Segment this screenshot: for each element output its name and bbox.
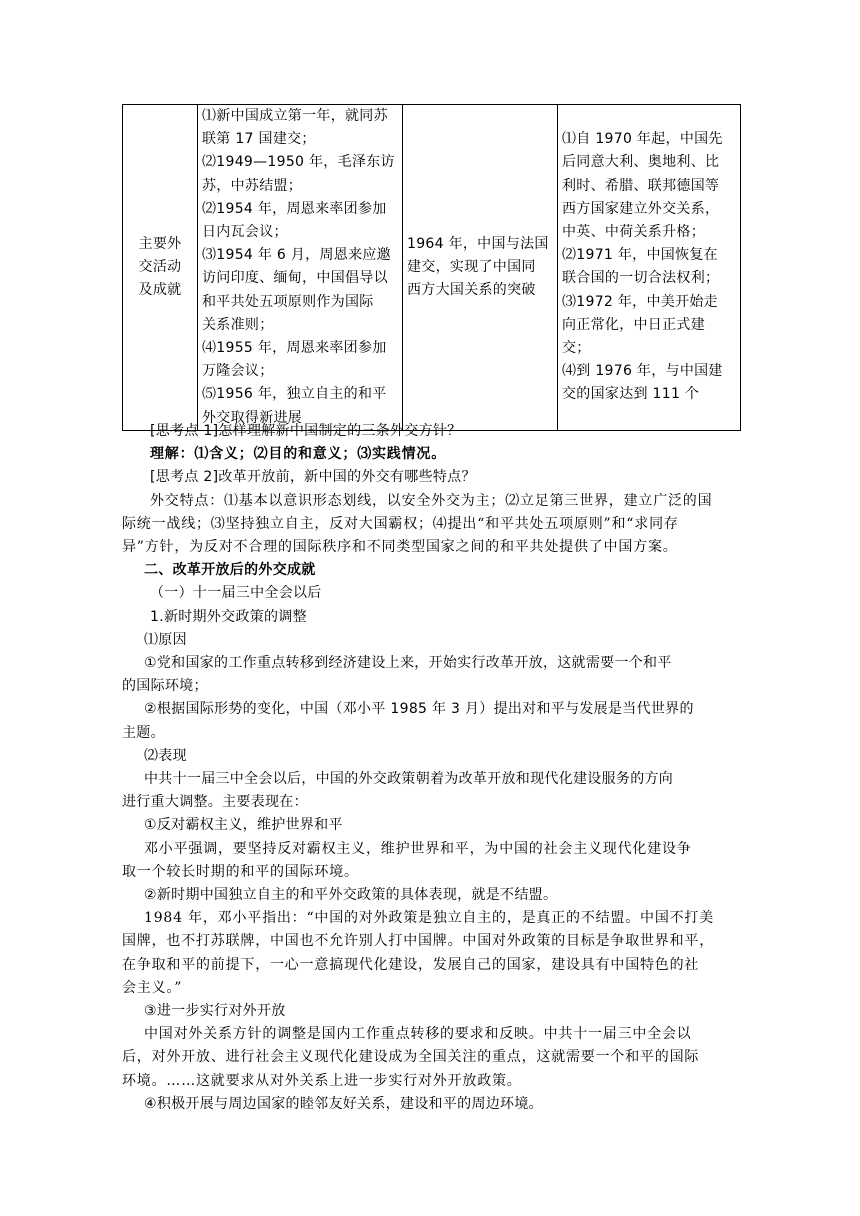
point-1-line: 邓小平强调，要坚持反对霸权主义，维护世界和平，为中国的社会主义现代化建设争 bbox=[144, 840, 692, 857]
section-heading: 二、改革开放后的外交成就 bbox=[144, 562, 316, 579]
cell-line: 西方大国关系的突破 bbox=[407, 282, 536, 299]
point-2-title: ②新时期中国独立自主的和平外交政策的具体表现，就是不结盟。 bbox=[144, 887, 558, 904]
cell-line: 访问印度、缅甸，中国倡导以 bbox=[202, 270, 388, 287]
row-label-line: 交活动 bbox=[138, 258, 182, 275]
cell-line: 建交，实现了中国同 bbox=[407, 258, 536, 275]
cell-line: 向正常化，中日正式建 bbox=[562, 316, 705, 333]
founding-era-cell bbox=[198, 105, 403, 431]
performance-line: 进行重大调整。主要表现在： bbox=[122, 794, 308, 811]
reason-line: 主题。 bbox=[122, 724, 165, 741]
point-1-title: ①反对霸权主义，维护世界和平 bbox=[144, 817, 343, 834]
cell-line: 联第 17 国建交； bbox=[202, 131, 316, 148]
table-row bbox=[123, 105, 741, 431]
cell-line: ⑵1971 年，中国恢复在 bbox=[562, 247, 718, 264]
point-3-line: 后，对外开放、进行社会主义现代化建设成为全国关注的重点，这就需要一个和平的国际 bbox=[122, 1049, 700, 1066]
point-2-line: 在争取和平的前提下，一心一意搞现代化建设，发展自己的国家，建设具有中国特色的社 bbox=[122, 956, 700, 973]
row-label-cell bbox=[123, 105, 198, 431]
point-1-line: 取一个较长时期的和平的国际环境。 bbox=[122, 863, 359, 880]
performance-heading: ⑵表现 bbox=[144, 747, 187, 764]
point-4-title: ④积极开展与周边国家的睦邻友好关系，建设和平的周边环境。 bbox=[144, 1095, 543, 1112]
think-point-1-answer: 理解：⑴含义；⑵目的和意义；⑶实践情况。 bbox=[150, 446, 446, 463]
cell-line: ⑷到 1976 年，与中国建 bbox=[562, 363, 723, 380]
point-3-line: 中国对外关系方针的调整是国内工作重点转移的要求和反映。中共十一届三中全会以 bbox=[144, 1026, 692, 1043]
think-point-1: [思考点 1]怎样理解新中国制定的三条外交方针？ bbox=[150, 423, 462, 439]
seventies-cell bbox=[558, 105, 741, 431]
cell-line: 中英、中荷关系升格； bbox=[562, 224, 705, 241]
cell-line: ⑸1956 年，独立自主的和平 bbox=[202, 386, 387, 403]
cell-line: 关系准则； bbox=[202, 316, 274, 333]
point-2-line: 1984 年，邓小平指出：“中国的对外政策是独立自主的，是真正的不结盟。中国不打美 bbox=[144, 910, 715, 927]
cell-line: ⑴新中国成立第一年，就同苏 bbox=[202, 108, 388, 124]
reason-line: 的国际环境； bbox=[122, 678, 208, 695]
sino-french-cell bbox=[403, 105, 558, 431]
cell-line: ⑵1949—1950 年，毛泽东访 bbox=[202, 154, 395, 171]
features-line: 际统一战线；⑶坚持独立自主，反对大国霸权；⑷提出“和平共处五项原则”和“求同存 bbox=[122, 515, 679, 532]
subsection-heading: （一）十一届三中全会以后 bbox=[150, 585, 322, 602]
cell-line: ⑴自 1970 年起，中国先 bbox=[562, 131, 723, 148]
point-3-title: ③进一步实行对外开放 bbox=[144, 1003, 286, 1020]
cell-line: ⑶1972 年，中美开始走 bbox=[562, 293, 718, 310]
point-2-line: 国牌，也不打苏联牌，中国也不允许别人打中国牌。中国对外政策的目标是争取世界和平， bbox=[122, 933, 714, 950]
cell-line: 外交取得新进展 bbox=[202, 409, 303, 426]
document-body bbox=[122, 420, 738, 1116]
think-point-2: [思考点 2]改革开放前，新中国的外交有哪些特点？ bbox=[150, 469, 476, 486]
row-label-line: 主要外 bbox=[138, 235, 182, 252]
diplomacy-table bbox=[122, 104, 741, 431]
reason-line: ①党和国家的工作重点转移到经济建设上来，开始实行改革开放，这就需要一个和平 bbox=[144, 655, 672, 672]
cell-line: 利时、希腊、联邦德国等 bbox=[562, 177, 720, 194]
cell-line: ⑷1955 年，周恩来率团参加 bbox=[202, 340, 387, 357]
cell-line: 苏，中苏结盟； bbox=[202, 177, 303, 194]
cell-line: 交的国家达到 111 个 bbox=[562, 386, 700, 403]
cell-line: ⑵1954 年，周恩来率团参加 bbox=[202, 200, 387, 217]
cell-line: 1964 年，中国与法国 bbox=[407, 235, 549, 252]
cell-line: 西方国家建立外交关系， bbox=[562, 200, 720, 217]
features-line: 异”方针，为反对不合理的国际秩序和不同类型国家之间的和平共处提供了中国方案。 bbox=[122, 539, 678, 556]
point-2-line: 会主义。” bbox=[122, 979, 183, 996]
performance-line: 中共十一届三中全会以后，中国的外交政策朝着为改革开放和现代化建设服务的方向 bbox=[144, 771, 674, 788]
subsection-title: 1.新时期外交政策的调整 bbox=[150, 608, 307, 625]
cell-line: 后同意大利、奥地利、比 bbox=[562, 154, 720, 171]
cell-line: 联合国的一切合法权利； bbox=[562, 270, 720, 287]
reason-line: ②根据国际形势的变化，中国（邓小平 1985 年 3 月）提出对和平与发展是当代世界的 bbox=[144, 701, 694, 718]
point-3-line: 环境。……这就要求从对外关系上进一步实行对外开放政策。 bbox=[122, 1072, 522, 1089]
features-line: 外交特点：⑴基本以意识形态划线，以安全外交为主；⑵立足第三世界，建立广泛的国 bbox=[150, 492, 713, 509]
reason-heading: ⑴原因 bbox=[144, 631, 187, 648]
cell-line: 万隆会议； bbox=[202, 363, 274, 380]
row-label-line: 及成就 bbox=[138, 282, 182, 299]
cell-line: 交； bbox=[562, 340, 591, 357]
cell-line: 和平共处五项原则作为国际 bbox=[202, 293, 374, 310]
cell-line: ⑶1954 年 6 月，周恩来应邀 bbox=[202, 247, 391, 264]
cell-line: 日内瓦会议； bbox=[202, 224, 288, 241]
